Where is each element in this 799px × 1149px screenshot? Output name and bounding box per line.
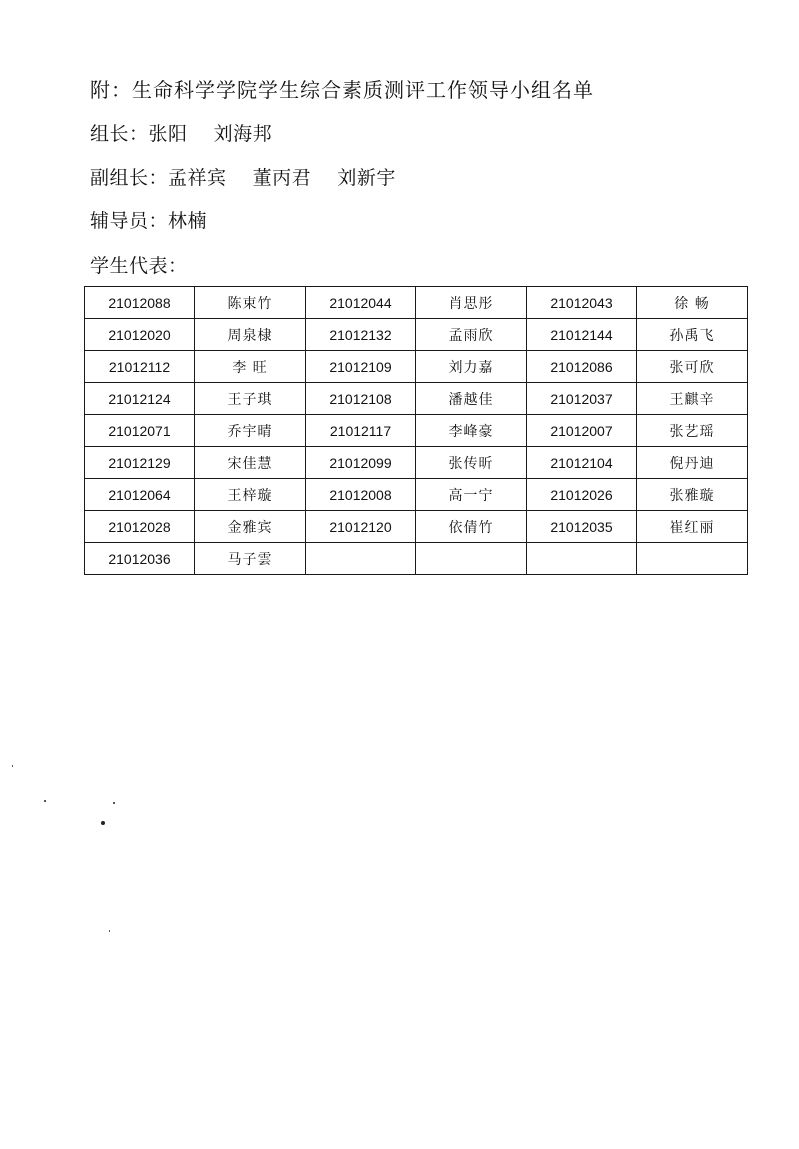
student-name-cell: 张雅璇: [637, 479, 748, 511]
leaders-line: 组长：张阳 刘海邦: [90, 123, 273, 145]
student-name-cell: 肖思彤: [416, 287, 527, 319]
table-row: [85, 415, 748, 447]
table-row: [85, 319, 748, 351]
student-id-cell: 21012028: [85, 511, 195, 543]
student-id-cell: 21012099: [306, 447, 416, 479]
scan-speck: [44, 800, 46, 802]
student-name-cell: 倪丹迪: [637, 447, 748, 479]
table-row: [85, 351, 748, 383]
student-name-cell: 陈束竹: [195, 287, 306, 319]
student-name-cell: 王麒辛: [637, 383, 748, 415]
student-name-cell: 李峰豪: [416, 415, 527, 447]
student-name-cell: 张传昕: [416, 447, 527, 479]
student-id-cell: 21012117: [306, 415, 416, 447]
student-name-cell: 崔红丽: [637, 511, 748, 543]
student-reps-table: [84, 286, 748, 575]
student-name-cell: 王梓璇: [195, 479, 306, 511]
student-name-cell: [416, 543, 527, 575]
student-id-cell: 21012144: [527, 319, 637, 351]
student-name-cell: 乔宇晴: [195, 415, 306, 447]
student-id-cell: 21012043: [527, 287, 637, 319]
scan-speck: [109, 930, 110, 932]
student-id-cell: 21012088: [85, 287, 195, 319]
document-title: 附：生命科学学院学生综合素质测评工作领导小组名单: [90, 78, 594, 102]
student-name-cell: 周泉棣: [195, 319, 306, 351]
student-reps-label: 学生代表：: [90, 255, 188, 277]
student-name-cell: 张可欣: [637, 351, 748, 383]
student-id-cell: 21012071: [85, 415, 195, 447]
student-id-cell: 21012120: [306, 511, 416, 543]
student-id-cell: 21012020: [85, 319, 195, 351]
scan-speck: [113, 802, 115, 804]
student-id-cell: 21012112: [85, 351, 195, 383]
student-id-cell: 21012129: [85, 447, 195, 479]
student-reps-table-body: [85, 287, 748, 575]
student-id-cell: [527, 543, 637, 575]
student-name-cell: 马子雲: [195, 543, 306, 575]
student-id-cell: 21012037: [527, 383, 637, 415]
student-name-cell: 依倩竹: [416, 511, 527, 543]
student-id-cell: 21012124: [85, 383, 195, 415]
deputy-leaders-line: 副组长：孟祥宾 董丙君 刘新宇: [90, 167, 396, 189]
scan-speck: [101, 821, 105, 825]
student-id-cell: 21012044: [306, 287, 416, 319]
table-row: [85, 447, 748, 479]
student-id-cell: 21012109: [306, 351, 416, 383]
student-id-cell: 21012026: [527, 479, 637, 511]
table-row: [85, 479, 748, 511]
table-row: [85, 511, 748, 543]
student-id-cell: 21012036: [85, 543, 195, 575]
student-name-cell: 高一宁: [416, 479, 527, 511]
counselor-line: 辅导员：林楠: [90, 210, 208, 232]
student-id-cell: 21012064: [85, 479, 195, 511]
student-id-cell: 21012108: [306, 383, 416, 415]
student-id-cell: 21012035: [527, 511, 637, 543]
student-name-cell: 王子琪: [195, 383, 306, 415]
student-name-cell: 孙禹飞: [637, 319, 748, 351]
student-id-cell: 21012008: [306, 479, 416, 511]
student-name-cell: 孟雨欣: [416, 319, 527, 351]
student-name-cell: 金雅宾: [195, 511, 306, 543]
student-name-cell: 徐 畅: [637, 287, 748, 319]
student-id-cell: 21012086: [527, 351, 637, 383]
table-row: [85, 287, 748, 319]
student-name-cell: 张艺瑶: [637, 415, 748, 447]
student-name-cell: 潘越佳: [416, 383, 527, 415]
student-name-cell: 李 旺: [195, 351, 306, 383]
scan-speck: [12, 765, 13, 767]
table-row: [85, 383, 748, 415]
student-id-cell: [306, 543, 416, 575]
table-row: [85, 543, 748, 575]
student-name-cell: 刘力嘉: [416, 351, 527, 383]
student-id-cell: 21012104: [527, 447, 637, 479]
student-name-cell: 宋佳慧: [195, 447, 306, 479]
student-name-cell: [637, 543, 748, 575]
student-id-cell: 21012007: [527, 415, 637, 447]
student-id-cell: 21012132: [306, 319, 416, 351]
